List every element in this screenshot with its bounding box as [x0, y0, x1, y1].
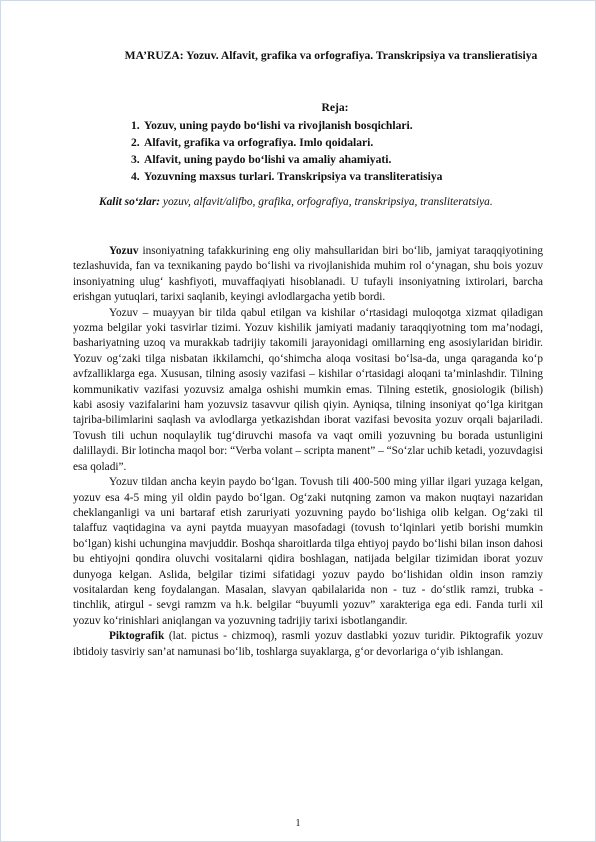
paragraph-lead-term: Piktografik: [109, 630, 165, 643]
paragraph-text: Yozuv – muayyan bir tilda qabul etilgan va kishilar oʻrtasidagi muloqotga xizmat qiladigan yozma belgilar yoki tasvirlar tizimi. Yozuv kishilik jamiyati madaniy taraqqiyotning tom ma’nodagi, bashariyatning uzoq va murakkab tadrijiy takomili jarayonidagi omillarning eng asosiylaridan biridir. Yozuv ogʻzaki tilga nisbatan ikkilamchi, qoʻshimcha aloqa vositasi boʻlsa-da, unga qaraganda koʻp avfzalliklarga ega. Xususan, tilning asosiy vazifasi – kishilar oʻrtasidagi aloqani ta’minlashdir. Tilning kommunikativ vazifasi yozuvsiz amalga oshishi mumkin emas. Tilning estetik, gnosiologik (bilish) kabi asosiy vazifalarini ham yozuvsiz tasavvur qilish qiyin. Ayniqsa, tilning insoniyat qoʻlga kiritgan tajriba-bilimlarini saqlash va avlodlarga yetkazishdan iborat vazifasi bevosita yozuv orqali bajariladi. Tovush tili uchun noqulaylik tugʻdiruvchi masofa va vaqt omili yozuvning bu borada ustunligini dalillaydi. Bir lotincha maqol bor: “Verba volant – scripta manent” – “Soʻzlar uchib ketadi, yozuvdagisi esa qoladi”.: [73, 306, 543, 473]
plan-item-number: 1.: [131, 119, 140, 132]
plan-item: [131, 134, 442, 151]
paragraph-lead-term: Yozuv: [109, 245, 139, 257]
paragraph-text: (lat. pictus - chizmoq), rasmli yozuv dastlabki yozuv turidir. Piktografik yozuv ibtidoiy tasviriy san’at namunasi boʻlib, toshlarga suyaklarga, gʻor devorlariga oʻyib ishlangan.: [73, 630, 543, 658]
plan-item: [131, 117, 442, 134]
plan-item-text: Yozuvning maxsus turlari. Transkripsiya va transliteratisiya: [144, 170, 443, 183]
keywords-line: [81, 194, 543, 210]
paragraph: [73, 629, 543, 660]
paragraph-text: insoniyatning tafakkurining eng oliy mahsullaridan biri boʻlib, jamiyat taraqqiyotining tezlashuvida, fan va texnikaning paydo boʻlishi va rivojlanishida muhim rol oʻynagan, shu bois yozuv insoniyatning ulugʻ kashfiyoti, muvaffaqiyati hisoblanadi. U tufayli insoniyatning ixtirolari, barcha erishgan yutuqlari, tarixi saqlanib, keyingi avlodlargacha yetib bordi.: [73, 245, 543, 304]
plan-item-number: 2.: [131, 136, 140, 149]
plan-item-number: 4.: [131, 170, 140, 183]
paragraph: [73, 306, 543, 475]
body-text: [73, 244, 543, 660]
paragraph-text: Yozuv tildan ancha keyin paydo boʻlgan. Tovush tili 400-500 ming yillar ilgari yuzaga kelgan, yozuv esa 4-5 ming yil oldin paydo boʻlgan. Ogʻzaki nutqning zamon va makon nuqtayi nazaridan cheklanganligi va uni bartaraf etish zaruriyati yozuvning paydo boʻlishiga olib kelgan. Ogʻzaki til talaffuz vaqtidagina va ayni paytda muayyan masofadagi (tovush toʻlqinlari yetib borishi mumkin boʻlgan) kishi uchungina mavjuddir. Boshqa sharoitlarda tilga ehtiyoj paydo boʻlishi bilan inson dahosi bu ehtiyojni qondira oluvchi vositalarni qidira boshlagan, natijada belgilar tizimidan iborat yozuv dunyoga kelgan. Aslida, belgilar tizimi sifatidagi yozuv paydo boʻlishidan oldin inson ramziy vositalardan keng foydalangan. Masalan, slavyan qabilalarida non - tuz - doʻstlik ramzi, trubka - tinchlik, atirgul - sevgi ramzm va h.k. belgilar “buyumli yozuv” xarakteriga ega edi. Fanda turli xil yozuv koʻrinishlari aniqlangan va yozuvning tadrijiy tarixi isbotlangandir.: [73, 476, 543, 627]
paragraph: [73, 475, 543, 629]
plan-list: [131, 117, 442, 185]
keywords-text: yozuv, alfavit/alifbo, grafika, orfografiya, transkripsiya, transliteratsiya.: [160, 196, 493, 208]
plan-item: [131, 151, 442, 168]
keywords-label: Kalit soʻzlar:: [99, 196, 161, 208]
lecture-title: MA’RUZA: Yozuv. Alfavit, grafika va orfografiya. Transkripsiya va translieratisiya: [124, 49, 538, 62]
page-number: 1: [295, 818, 301, 829]
plan-item: [131, 168, 442, 185]
plan-item-text: Alfavit, grafika va orfografiya. Imlo qoidalari.: [144, 136, 374, 149]
paragraph: [73, 244, 543, 306]
plan-item-number: 3.: [131, 153, 140, 166]
plan-item-text: Alfavit, uning paydo boʻlishi va amaliy ahamiyati.: [144, 153, 392, 166]
plan-heading: Reja:: [321, 101, 349, 114]
plan-item-text: Yozuv, uning paydo boʻlishi va rivojlanish bosqichlari.: [144, 119, 413, 132]
